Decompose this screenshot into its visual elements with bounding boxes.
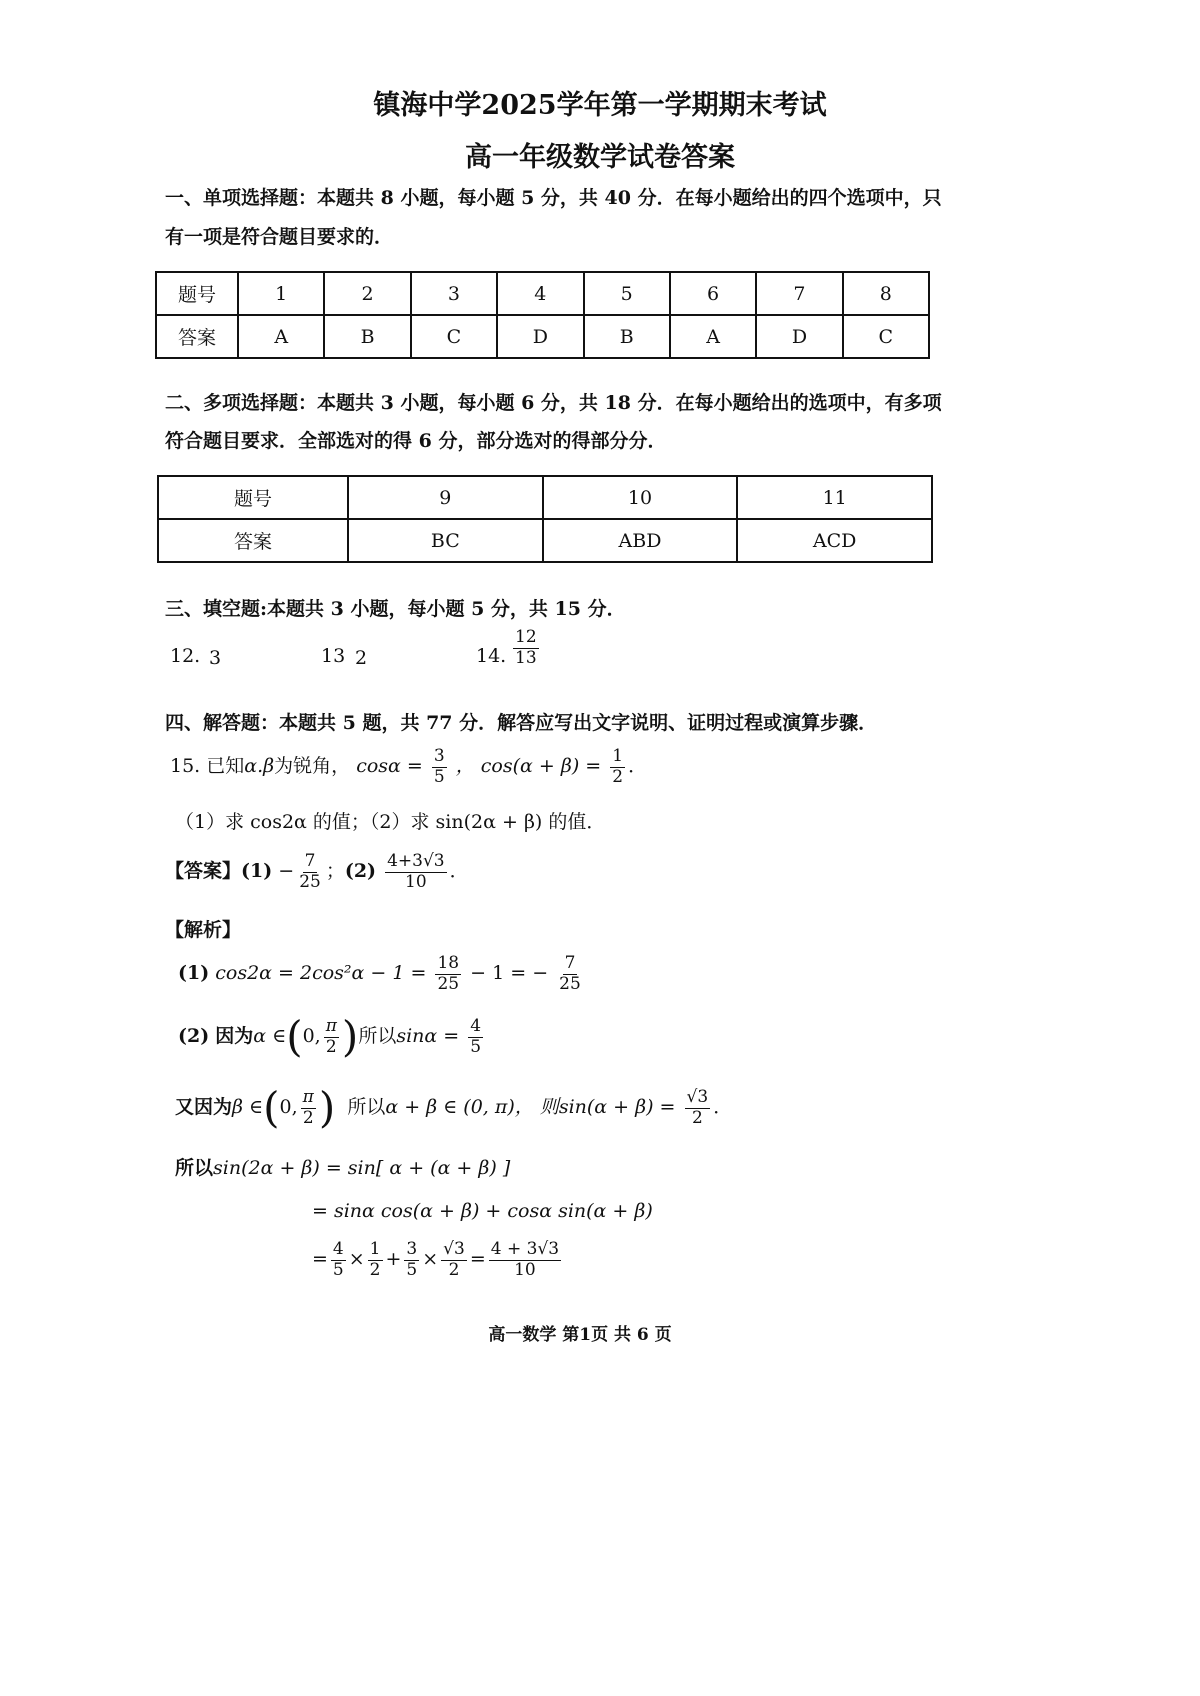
fraction-denominator: 25 bbox=[437, 973, 460, 994]
answer1-label: (1) bbox=[241, 860, 273, 883]
answer-end: ． bbox=[449, 860, 469, 883]
fraction-numerator: 3 bbox=[406, 1239, 418, 1259]
fraction-denominator: 2 bbox=[448, 1259, 460, 1280]
step3-range: α + β ∈ (0, π)， 则 bbox=[385, 1096, 559, 1118]
solution-step1 bbox=[178, 954, 586, 994]
fraction-denominator: 25 bbox=[559, 973, 581, 994]
step6-eq2: = bbox=[469, 1248, 486, 1271]
fraction-numerator: 4 bbox=[332, 1239, 344, 1259]
step4-so: 所以 bbox=[175, 1157, 214, 1179]
question-number: 10 bbox=[543, 476, 738, 519]
step3-because: 又因为 bbox=[175, 1096, 233, 1118]
step3-so: 所以 bbox=[347, 1096, 386, 1118]
answer-cell: ACD bbox=[737, 519, 932, 562]
answer-label: 【答案】 bbox=[165, 860, 242, 883]
fraction-numerator: √3 bbox=[686, 1086, 709, 1107]
right-paren: ) bbox=[318, 1083, 336, 1132]
left-paren: ( bbox=[286, 1012, 303, 1061]
fraction-numerator: 3 bbox=[433, 746, 445, 766]
section2-heading-line2: 符合题目要求．全部选对的得 6 分，部分选对的得部分分． bbox=[165, 430, 667, 452]
fraction-numerator: 1 bbox=[612, 746, 624, 766]
page-footer: 高一数学 第1页 共 6 页 bbox=[488, 1325, 672, 1345]
answer-cell: A bbox=[238, 315, 324, 358]
fraction-numerator: 7 bbox=[304, 851, 316, 871]
answer-cell: BC bbox=[348, 519, 543, 562]
question-number: 7 bbox=[756, 272, 842, 315]
q15-prefix: 15. 已知 bbox=[170, 755, 245, 778]
row-label-answer: 答案 bbox=[158, 519, 348, 562]
step2-label: (2) bbox=[178, 1025, 210, 1047]
step2-because: 因为 bbox=[215, 1025, 254, 1047]
section1-heading-line2: 有一项是符合题目要求的． bbox=[165, 226, 394, 248]
fraction-denominator: 5 bbox=[433, 766, 445, 787]
step5-expression: = sinα cos(α + β) + cosα sin(α + β) bbox=[312, 1200, 653, 1222]
times-sign: × bbox=[422, 1248, 439, 1271]
step2-so: 所以 bbox=[358, 1025, 397, 1047]
fraction-denominator: 2 bbox=[325, 1036, 337, 1057]
answer-separator: ； bbox=[325, 860, 345, 883]
answer-cell: C bbox=[411, 315, 497, 358]
answer-cell: A bbox=[670, 315, 756, 358]
section1-heading-line1: 一、单项选择题：本题共 8 小题，每小题 5 分，共 40 分．在每小题给出的四个选项中，只 bbox=[165, 187, 942, 209]
fraction-denominator: 5 bbox=[470, 1036, 482, 1057]
answer-cell: ABD bbox=[543, 519, 738, 562]
q13-answer: 2 bbox=[355, 647, 368, 669]
question-number: 8 bbox=[843, 272, 929, 315]
fraction-numerator: 7 bbox=[564, 953, 576, 973]
fraction-numerator: 4+3√3 bbox=[387, 851, 445, 871]
row-label-number: 题号 bbox=[156, 272, 238, 315]
left-paren: ( bbox=[263, 1083, 280, 1132]
multi-choice-answer-table bbox=[157, 475, 933, 563]
step2-interval-start: 0, bbox=[302, 1025, 321, 1047]
fraction-numerator: 4 + 3√3 bbox=[490, 1239, 560, 1259]
q15-cos-alpha: cosα = bbox=[356, 755, 423, 778]
q14-label: 14. bbox=[476, 645, 507, 667]
question-number: 11 bbox=[737, 476, 932, 519]
table-row-numbers bbox=[156, 272, 929, 315]
question-number: 9 bbox=[348, 476, 543, 519]
right-paren: ) bbox=[341, 1012, 359, 1061]
fraction-denominator: 25 bbox=[299, 871, 321, 892]
question-number: 6 bbox=[670, 272, 756, 315]
q12-label: 12. bbox=[170, 645, 201, 667]
q15-parts: （1）求 cos2α 的值；（2）求 sin(2α + β) 的值． bbox=[175, 811, 606, 833]
fraction-numerator: 18 bbox=[437, 953, 460, 973]
solution-step4 bbox=[175, 1153, 510, 1180]
step1-expression: cos2α = 2cos²α − 1 = bbox=[215, 962, 427, 985]
solution-step2 bbox=[178, 1012, 486, 1061]
single-choice-answer-table bbox=[155, 271, 930, 359]
q13-label: 13 bbox=[321, 645, 346, 667]
fraction-denominator: 13 bbox=[515, 647, 537, 668]
row-label-number: 题号 bbox=[158, 476, 348, 519]
answer-cell: D bbox=[756, 315, 842, 358]
fraction-denominator: 5 bbox=[406, 1259, 418, 1280]
q14-answer-fraction bbox=[510, 628, 542, 668]
solution-step3 bbox=[175, 1083, 733, 1132]
q15-cond: 为锐角， bbox=[274, 755, 351, 778]
fraction-denominator: 2 bbox=[369, 1259, 381, 1280]
q12-answer: 3 bbox=[209, 647, 222, 669]
step4-expression: sin(2α + β) = sin[ α + (α + β) ] bbox=[213, 1157, 511, 1179]
exam-title: 镇海中学2025学年第一学期期末考试 bbox=[373, 90, 827, 121]
answer-cell: B bbox=[324, 315, 410, 358]
table-row-answers bbox=[156, 315, 929, 358]
answer-cell: B bbox=[584, 315, 670, 358]
question-number: 2 bbox=[324, 272, 410, 315]
q15-vars: α.β bbox=[244, 755, 275, 778]
step2-alpha-in: α ∈ bbox=[253, 1025, 287, 1047]
step1-label: (1) bbox=[178, 962, 210, 985]
step3-interval-start: 0, bbox=[279, 1096, 298, 1118]
section3-heading: 三、填空题:本题共 3 小题，每小题 5 分，共 15 分． bbox=[165, 598, 626, 620]
q15-cos-alpha-beta: ， cos(α + β) = bbox=[455, 755, 602, 778]
q15-stem bbox=[170, 747, 647, 787]
answer-cell: C bbox=[843, 315, 929, 358]
question-number: 3 bbox=[411, 272, 497, 315]
step3-beta-in: β ∈ bbox=[232, 1096, 264, 1118]
q15-end: ． bbox=[628, 755, 648, 778]
fraction-denominator: 5 bbox=[332, 1259, 344, 1280]
step3-sin-ab: sin(α + β) = bbox=[558, 1096, 676, 1118]
fraction-denominator: 2 bbox=[691, 1107, 703, 1128]
analysis-label: 【解析】 bbox=[165, 919, 242, 941]
section2-heading-line1: 二、多项选择题：本题共 3 小题，每小题 6 分，共 18 分．在每小题给出的选项中，有多项 bbox=[165, 392, 942, 414]
q15-answer bbox=[165, 852, 469, 892]
exam-subtitle: 高一年级数学试卷答案 bbox=[465, 142, 735, 173]
section4-heading: 四、解答题：本题共 5 题，共 77 分．解答应写出文字说明、证明过程或演算步骤． bbox=[165, 712, 878, 734]
table-row-answers bbox=[158, 519, 932, 562]
question-number: 5 bbox=[584, 272, 670, 315]
fraction-numerator: 1 bbox=[369, 1239, 381, 1259]
fraction-numerator: π bbox=[302, 1086, 314, 1107]
fraction-denominator: 2 bbox=[302, 1107, 314, 1128]
solution-step6 bbox=[312, 1240, 564, 1280]
answer-cell: D bbox=[497, 315, 583, 358]
table-row-numbers bbox=[158, 476, 932, 519]
fraction-numerator: 4 bbox=[470, 1015, 482, 1036]
question-number: 4 bbox=[497, 272, 583, 315]
step2-sin-alpha: sinα = bbox=[396, 1025, 460, 1047]
step3-end: ． bbox=[713, 1096, 733, 1118]
plus-sign: + bbox=[385, 1248, 402, 1271]
fraction-numerator: 12 bbox=[515, 627, 537, 647]
answer1-sign: − bbox=[278, 860, 295, 883]
fraction-denominator: 10 bbox=[514, 1259, 536, 1280]
step6-eq: = bbox=[312, 1248, 328, 1271]
fraction-denominator: 2 bbox=[612, 766, 624, 787]
step1-middle: − 1 = − bbox=[470, 962, 549, 985]
fraction-numerator: √3 bbox=[443, 1239, 465, 1259]
times-sign: × bbox=[348, 1248, 365, 1271]
answer2-label: (2) bbox=[344, 860, 377, 883]
solution-step5 bbox=[312, 1200, 653, 1222]
question-number: 1 bbox=[238, 272, 324, 315]
row-label-answer: 答案 bbox=[156, 315, 238, 358]
fraction-numerator: π bbox=[325, 1015, 337, 1036]
fraction-denominator: 10 bbox=[405, 871, 427, 892]
